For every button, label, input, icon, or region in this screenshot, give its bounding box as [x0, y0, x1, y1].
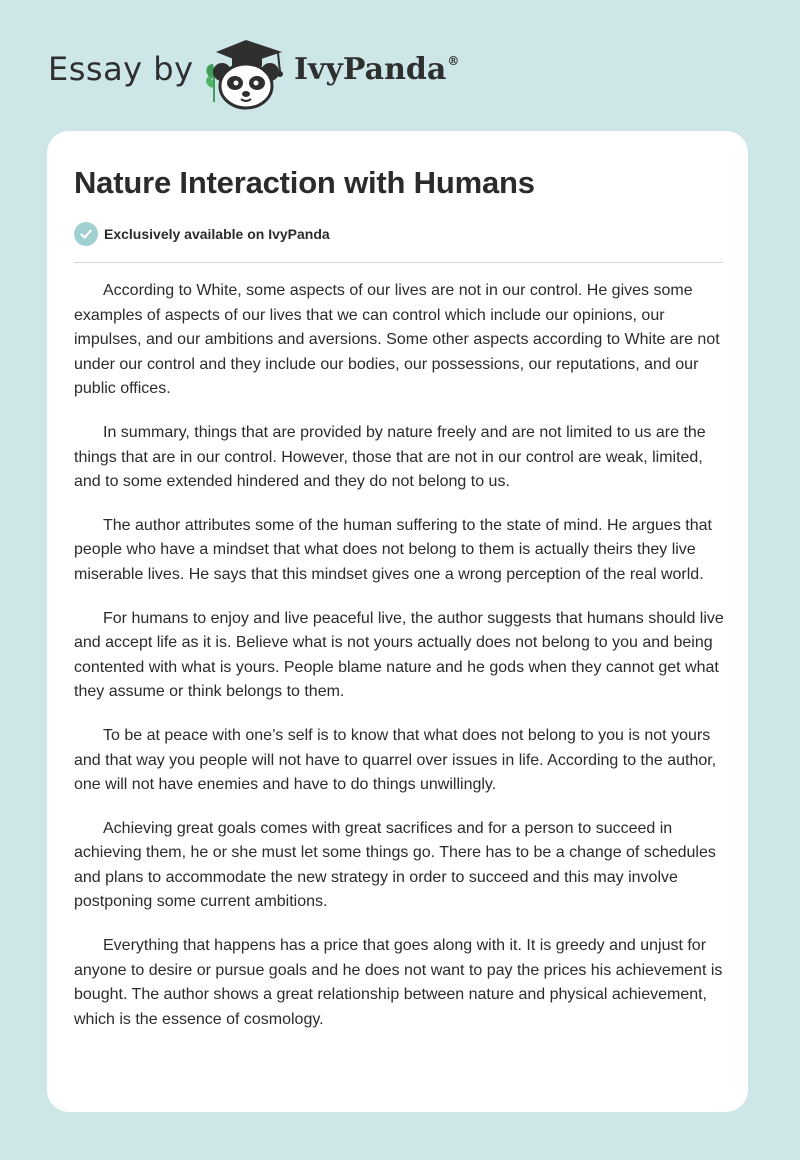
- brand-name: IvyPanda: [294, 52, 447, 87]
- check-circle-icon: [74, 222, 98, 246]
- brand-logo-text[interactable]: [294, 52, 459, 87]
- site-header: [0, 0, 800, 130]
- exclusive-badge: [74, 222, 330, 246]
- exclusive-badge-label: Exclusively available on IvyPanda: [104, 226, 330, 242]
- essay-paragraph: Achieving great goals comes with great sacrifices and for a person to succeed in achieving them, he or she must let some things go. There has to be a change of schedules and plans to accommodate the new strategy in order to succeed and this may involve postponing some current ambitions.: [74, 819, 716, 911]
- essay-card: [47, 131, 748, 1112]
- registered-mark: ®: [447, 54, 460, 68]
- essay-body: [74, 279, 726, 1051]
- essay-paragraph: The author attributes some of the human suffering to the state of mind. He argues that people who have a mindset that what does not belong to them is actually theirs they live miserable lives. He says that this mindset gives one a wrong perception of the real world.: [74, 516, 712, 583]
- essay-paragraph: Everything that happens has a price that goes along with it. It is greedy and unjust for anyone to desire or pursue goals and he does not want to pay the prices his achievement is bought. The author shows a great relationship between nature and physical achievement, which is the essence of cosmology.: [74, 937, 723, 1028]
- essay-paragraph: For humans to enjoy and live peaceful live, the author suggests that humans should live and accept life as it is. Believe what is not yours actually does not belong to you and being contented with what is yours. People blame nature and he gods when they cannot get what they assume or think belongs to them.: [74, 609, 724, 701]
- essay-paragraph: In summary, things that are provided by nature freely and are not limited to us are the things that are in our control. However, those that are not in our control are weak, limited, and to some extended hindered and they do not belong to us.: [74, 423, 706, 491]
- essay-paragraph: According to White, some aspects of our lives are not in our control. He gives some examples of aspects of our lives that we can control which include our opinions, our impulses, and our ambitions and aversions. Some other aspects according to White are not under our control and they include our bodies, our possessions, our reputations, and our public offices.: [74, 282, 720, 398]
- essay-paragraph: To be at peace with one’s self is to know that what does not belong to you is not yours and that way you people will not have to quarrel over issues in life. According to the author, one will not have enemies and have to do things unwillingly.: [74, 726, 717, 794]
- title-divider: [74, 262, 723, 263]
- page-title: Nature Interaction with Humans: [74, 165, 535, 200]
- panda-graduation-cap-icon[interactable]: [200, 36, 292, 112]
- essay-by-label: Essay by: [48, 50, 194, 88]
